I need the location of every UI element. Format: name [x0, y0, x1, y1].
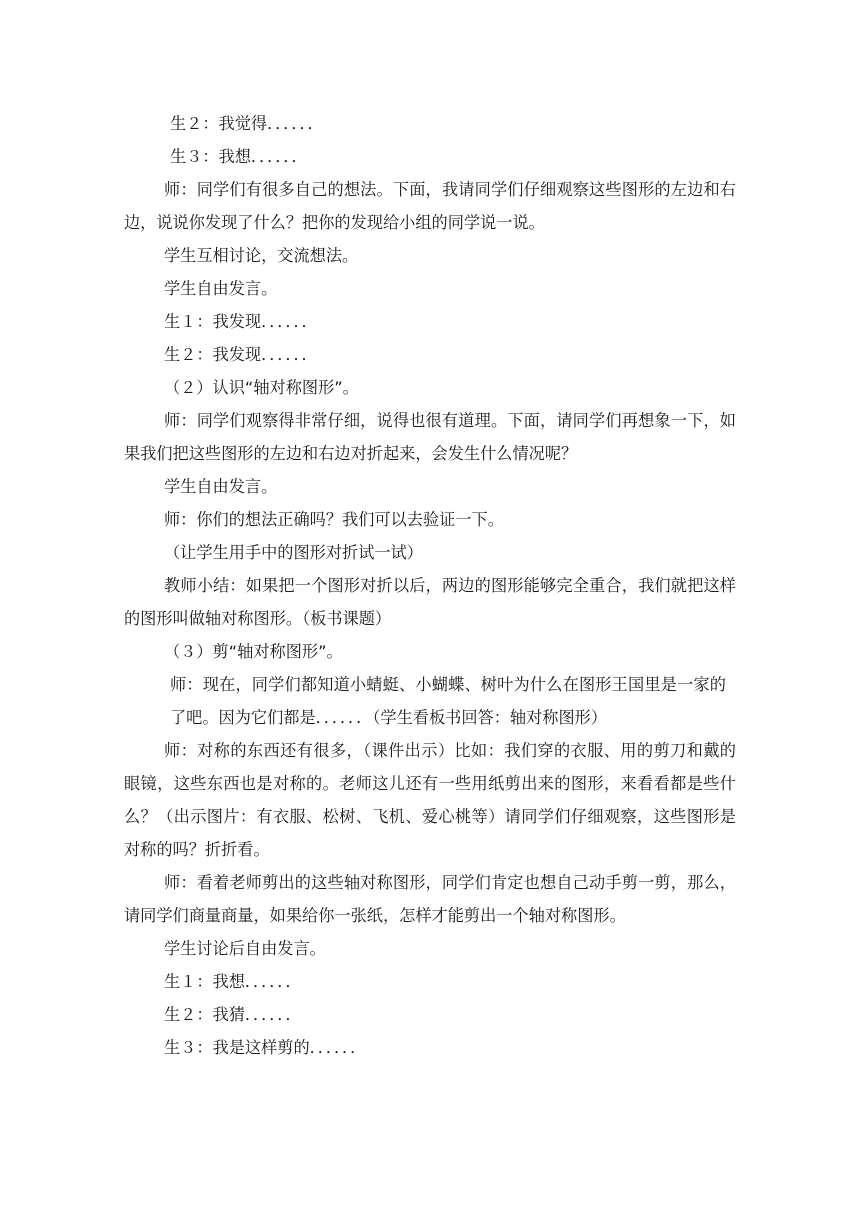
paragraph-student-1-find: 生１：我发现．．．．．．	[164, 312, 318, 331]
paragraph-students-discuss: 学生互相讨论，交流想法。	[164, 246, 359, 265]
paragraph-teacher-cut: 师：看着老师剪出的这些轴对称图形，同学们肯定也想自己动手剪一剪，那么，请同学们商量商量，如果给你一张纸，怎样才能剪出一个轴对称图形。	[124, 873, 736, 925]
section-heading-3: （３）剪“轴对称图形”。	[164, 642, 343, 661]
paragraph-teacher-now: 师：现在，同学们都知道小蜻蜓、小蝴蝶、树叶为什么在图形王国里是一家的了吧。因为它们都是．．．．．．（学生看板书回答：轴对称图形）	[170, 675, 726, 727]
paragraph-student-3-think: 生３：我想．．．．．．	[170, 147, 308, 166]
paragraph-student-3-cut: 生３：我是这样剪的．．．．．．	[164, 1038, 367, 1057]
paragraph-student-2-find: 生２：我发现．．．．．．	[164, 345, 318, 364]
paragraph-teacher-summary: 教师小结：如果把一个图形对折以后，两边的图形能够完全重合，我们就把这样的图形叫做轴对称图形。（板书课题）	[124, 576, 736, 628]
paragraph-students-speak: 学生自由发言。	[164, 279, 278, 298]
paragraph-student-2-guess: 生２：我猜．．．．．．	[164, 1005, 302, 1024]
section-heading-2: （２）认识“轴对称图形”。	[164, 378, 359, 397]
paragraph-students-speak-2: 学生自由发言。	[164, 477, 278, 496]
paragraph-student-2-think: 生２：我觉得．．．．．．	[170, 114, 324, 133]
paragraph-students-discuss-speak: 学生讨论后自由发言。	[164, 939, 326, 958]
paragraph-fold-try: （让学生用手中的图形对折试一试）	[164, 543, 423, 562]
paragraph-teacher-symmetric-things: 师：对称的东西还有很多，（课件出示）比如：我们穿的衣服、用的剪刀和戴的眼镜，这些东西也是对称的。老师这儿还有一些用纸剪出来的图形，来看看都是些什么？（出示图片：有衣服、松树、飞机、爱心桃等）请同学们仔细观察，这些图形是对称的吗？折折看。	[124, 741, 736, 859]
paragraph-student-1-think: 生１：我想．．．．．．	[164, 972, 302, 991]
paragraph-teacher-verify: 师：你们的想法正确吗？我们可以去验证一下。	[164, 510, 504, 529]
paragraph-teacher-imagine: 师：同学们观察得非常仔细，说得也很有道理。下面，请同学们再想象一下，如果我们把这些图形的左边和右边对折起来，会发生什么情况呢？	[124, 411, 736, 463]
paragraph-teacher-observe: 师：同学们有很多自己的想法。下面，我请同学们仔细观察这些图形的左边和右边，说说你发现了什么？把你的发现给小组的同学说一说。	[124, 180, 736, 232]
